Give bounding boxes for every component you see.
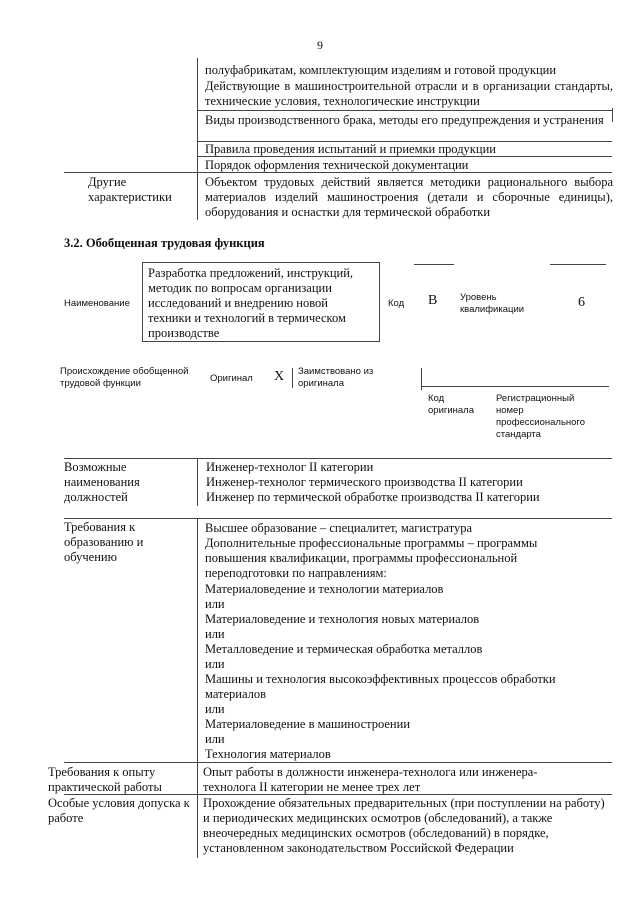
top-table-divider: [197, 58, 198, 220]
level-box-top: [550, 264, 606, 265]
level-value: 6: [578, 295, 585, 310]
other-characteristics-text: Объектом трудовых действий является методики рационального выбора материалов изделий машиностроения (детали и сборочные единицы), оборудования и оснастки для термической обработки: [205, 175, 613, 219]
education-line: или: [205, 657, 225, 671]
row-divider: [64, 762, 612, 763]
code-box-top: [414, 264, 454, 265]
origin-divider: [292, 368, 293, 388]
code-original-label: Код оригинала: [428, 393, 475, 416]
knowledge-line-1: полуфабрикатам, комплектующим изделиям и готовой продукции: [205, 63, 557, 77]
original-mark: X: [274, 369, 285, 384]
row-divider: [64, 172, 612, 173]
row-divider: [64, 458, 612, 459]
experience-label: Требования к опыту практической работы: [48, 765, 162, 794]
knowledge-line-2: Действующие в машиностроительной отрасли и в организации стандарты, технические условия, технологические инструкции: [205, 79, 613, 108]
education-label: Требования к образованию и обучению: [64, 520, 144, 564]
level-label: Уровень квалификации: [460, 292, 525, 315]
page-number: 9: [317, 38, 323, 52]
education-line: Материаловедение и технология новых материалов: [205, 612, 480, 626]
special-conditions-text: Прохождение обязательных предварительных (при поступлении на работу) и периодических медицинских осмотров (обследований), а также внеочередных медицинских осмотров (обследований) в порядке, установленном законодательством Российской Федерации: [203, 796, 605, 855]
knowledge-line-3: Виды производственного брака, методы его предупреждения и устранения: [205, 113, 604, 127]
registration-number-label: Регистрационный номер профессионального стандарта: [496, 393, 585, 440]
knowledge-line-5: Порядок оформления технической документации: [205, 158, 469, 172]
function-name: Разработка предложений, инструкций, методик по вопросам организации исследований и внедрению новой техники и технологий в термическом производстве: [148, 266, 354, 340]
education-line: или: [205, 702, 225, 716]
education-divider: [197, 518, 198, 762]
origin-label: Происхождение обобщенной трудовой функции: [60, 366, 189, 389]
row-divider: [64, 794, 612, 795]
experience-text: Опыт работы в должности инженера-технолога или инженера-технолога II категории не менее трех лет: [203, 765, 538, 794]
education-line: Машины и технология высокоэффективных процессов обработки материалов: [205, 672, 556, 701]
code-label: Код: [388, 298, 405, 309]
experience-divider: [197, 762, 198, 858]
position-3: Инженер по термической обработке производства II категории: [206, 490, 540, 504]
education-line: Высшее образование – специалитет, магистратура: [205, 521, 473, 535]
education-line: Технология материалов: [205, 747, 331, 761]
row-divider: [197, 156, 612, 157]
origin-bottom-line: [421, 386, 609, 387]
original-label: Оригинал: [210, 373, 253, 384]
knowledge-line-4: Правила проведения испытаний и приемки продукции: [205, 142, 496, 156]
education-line: Материаловедение и технологии материалов: [205, 582, 444, 596]
name-label: Наименование: [64, 298, 130, 309]
position-2: Инженер-технолог термического производства II категории: [206, 475, 523, 489]
education-line: или: [205, 732, 225, 746]
section-title: 3.2. Обобщенная трудовая функция: [64, 236, 265, 250]
other-characteristics-label: Другие характеристики: [88, 175, 172, 204]
position-1: Инженер-технолог II категории: [206, 460, 374, 474]
row-divider: [64, 518, 612, 519]
positions-divider: [197, 458, 198, 506]
education-line: или: [205, 627, 225, 641]
special-conditions-label: Особые условия допуска к работе: [48, 796, 190, 825]
positions-label: Возможные наименования должностей: [64, 460, 140, 504]
row-divider: [197, 110, 612, 111]
education-line: Материаловедение в машиностроении: [205, 717, 411, 731]
code-value: B: [428, 293, 438, 308]
education-line: Металловедение и термическая обработка металлов: [205, 642, 483, 656]
borrowed-label: Заимствовано из оригинала: [298, 366, 374, 389]
education-line: Дополнительные профессиональные программы – программы повышения квалификации, программы профессиональной переподготовки по направлениям:: [205, 536, 538, 580]
education-line: или: [205, 597, 225, 611]
